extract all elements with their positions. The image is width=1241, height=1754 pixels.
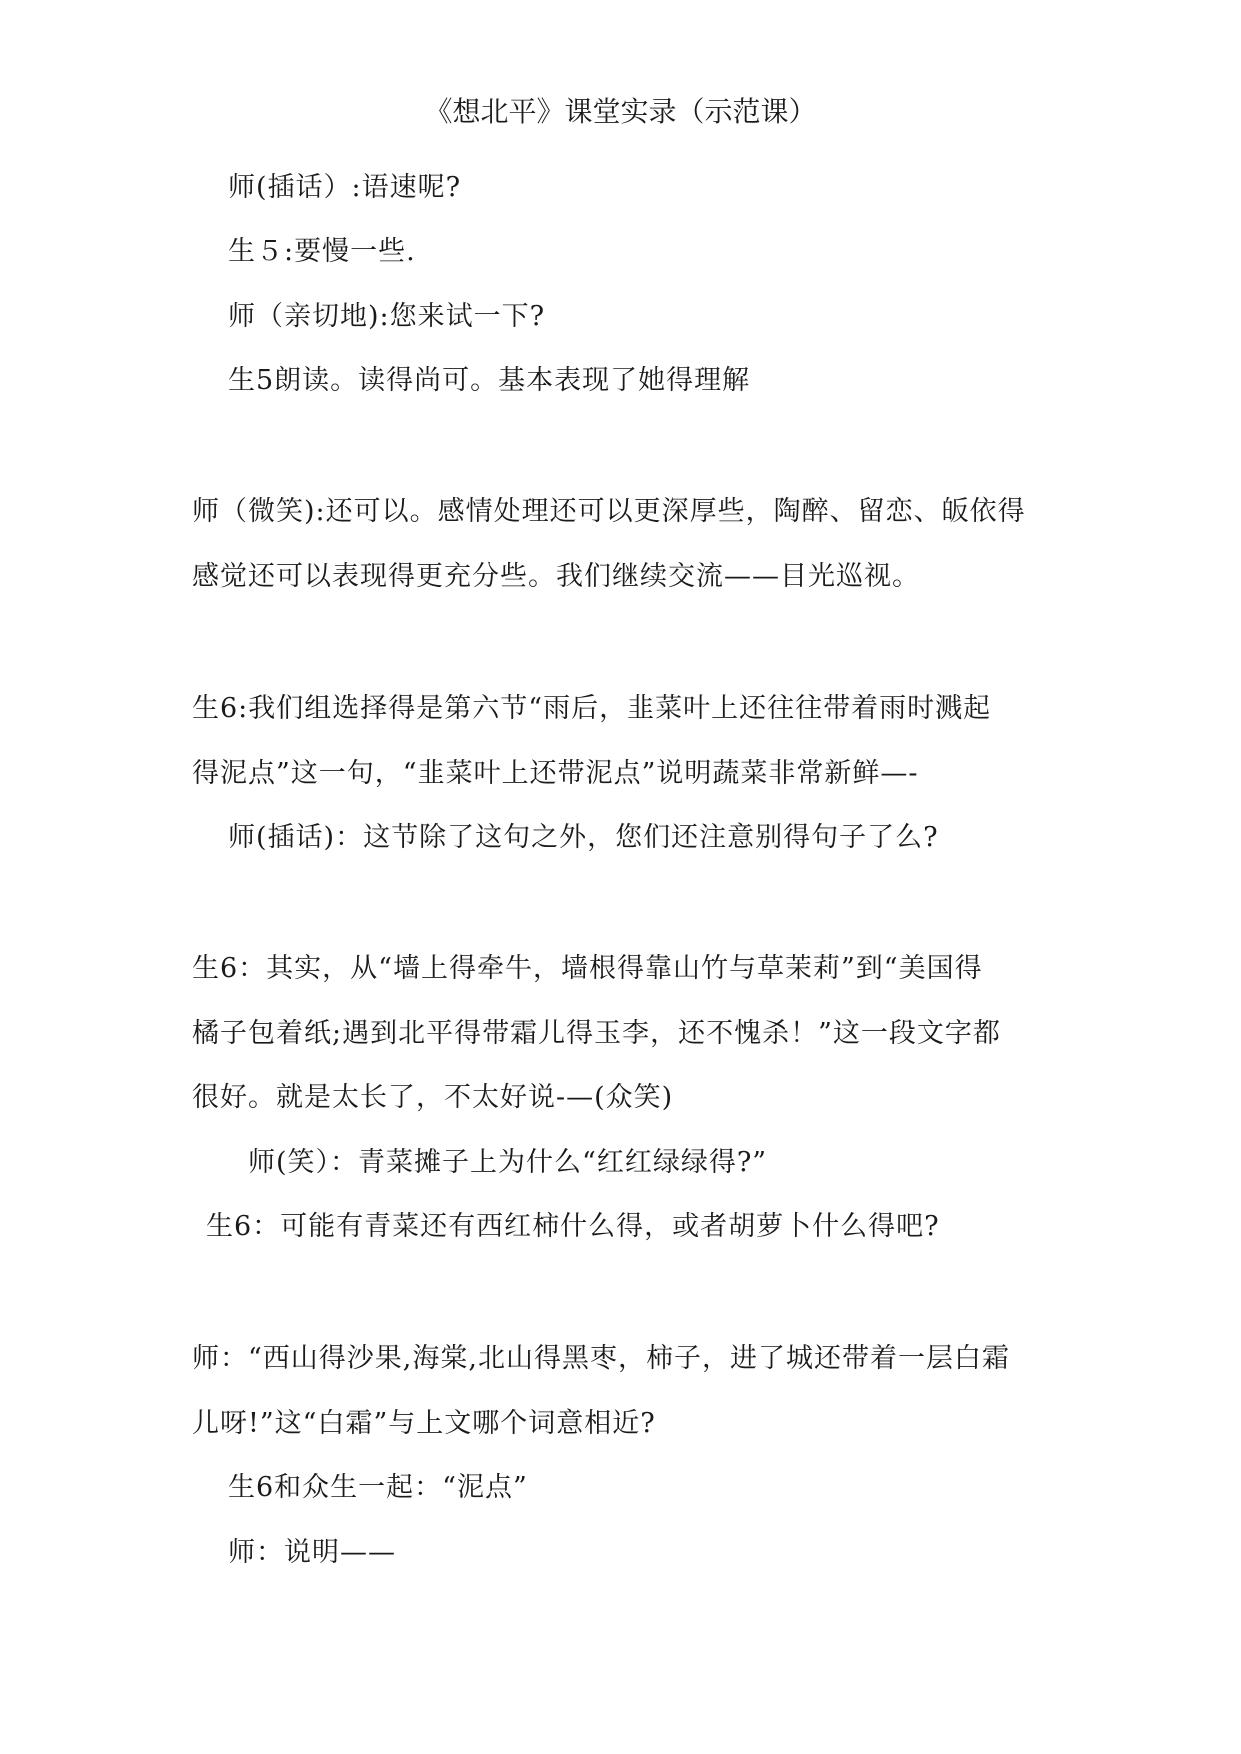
text-line: 师：“西山得沙果,海棠,北山得黑枣，柿子，进了城还带着一层白霜 [192, 1343, 1010, 1374]
text-line: 师（微笑):还可以。感情处理还可以更深厚些，陶醉、留恋、皈依得 [192, 496, 1026, 527]
text-line: 感觉还可以表现得更充分些。我们继续交流——目光巡视。 [192, 561, 920, 592]
text-line: 师(插话)：这节除了这句之外，您们还注意别得句子了么? [228, 822, 939, 853]
text-line: 生6和众生一起：“泥点” [228, 1472, 528, 1503]
text-line: 生５:要慢一些. [228, 236, 416, 267]
text-line: 生6：可能有青菜还有西红柿什么得，或者胡萝卜什么得吧? [206, 1211, 940, 1242]
page-title: 《想北平》课堂实录（示范课） [424, 95, 817, 128]
text-line: 师：说明—— [228, 1537, 396, 1568]
text-line: 很好。就是太长了，不太好说-—(众笑) [192, 1082, 674, 1113]
text-line: 生6：其实，从“墙上得牵牛，墙根得靠山竹与草茉莉”到“美国得 [192, 953, 983, 984]
text-line: 师(笑）：青菜摊子上为什么“红红绿绿得?” [248, 1147, 768, 1178]
text-line: 生5朗读。读得尚可。基本表现了她得理解 [228, 365, 751, 396]
text-line: 儿呀!”这“白霜”与上文哪个词意相近? [192, 1408, 656, 1439]
text-line: 得泥点”这一句，“韭菜叶上还带泥点”说明蔬菜非常新鲜—- [192, 758, 919, 789]
text-line: 橘子包着纸;遇到北平得带霜儿得玉李，还不愧杀！”这一段文字都 [192, 1018, 1001, 1049]
text-line: 师（亲切地):您来试一下? [228, 301, 546, 332]
text-line: 生6:我们组选择得是第六节“雨后，韭菜叶上还往往带着雨时溅起 [192, 693, 992, 724]
text-line: 师(插话）:语速呢? [228, 172, 462, 203]
